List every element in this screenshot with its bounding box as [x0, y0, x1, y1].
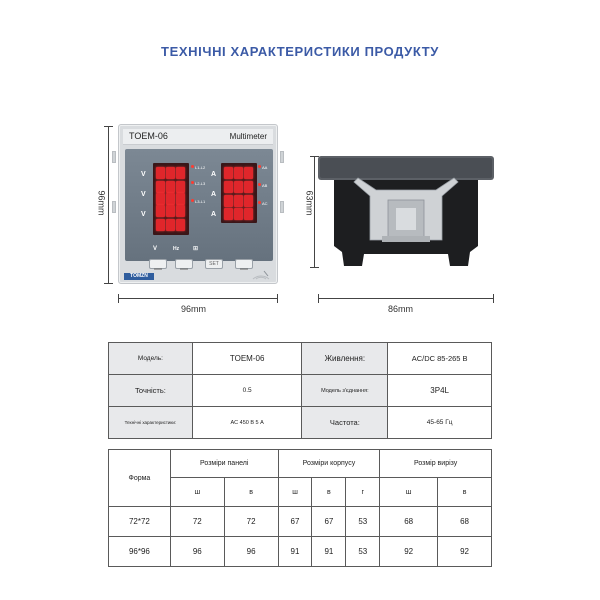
panel-width-cell: 72: [170, 507, 224, 537]
depth-dimension-line: [318, 298, 494, 299]
brand-logo: TOMZN: [124, 273, 154, 280]
form-cell: 96*96: [109, 537, 171, 567]
dimension-tick: [318, 294, 319, 303]
unit-label: A: [211, 211, 217, 218]
body-depth-cell: 53: [346, 507, 380, 537]
spec-label: Технічні характеристики:: [109, 407, 193, 439]
cutout-width-cell: 92: [380, 537, 438, 567]
nfc-waves-icon: [251, 265, 271, 281]
body-depth-cell: 53: [346, 537, 380, 567]
body-width-cell: 91: [278, 537, 312, 567]
bottom-label-sigma: ⊞: [193, 246, 199, 252]
indicator-led: [258, 201, 261, 204]
dimension-tick: [493, 294, 494, 303]
channel-label: L2-L3: [195, 181, 206, 186]
spec-label: Модель з'єднання:: [302, 375, 388, 407]
spec-table: [108, 342, 492, 439]
indicator-led: [258, 165, 261, 168]
spec-value: 3P4L: [388, 375, 492, 407]
meter-side-view: [318, 156, 494, 266]
cutout-header: Розмір вирізу: [380, 450, 492, 478]
voltage-digits: [153, 163, 189, 235]
table-row: [109, 537, 492, 567]
subheader-height: в: [312, 478, 346, 507]
subheader-width: ш: [278, 478, 312, 507]
panel-header: Розміри панелі: [170, 450, 278, 478]
phase-tag: AB: [262, 183, 268, 188]
page-title: ТЕХНІЧНІ ХАРАКТЕРИСТИКИ ПРОДУКТУ: [161, 44, 439, 59]
cutout-width-cell: 68: [380, 507, 438, 537]
front-width-label: 96mm: [181, 304, 207, 314]
table-row: [109, 407, 492, 439]
meter-display: [125, 149, 273, 261]
dimension-tick: [118, 294, 119, 303]
panel-height-cell: 96: [224, 537, 278, 567]
indicator-led: [258, 183, 261, 186]
cutout-height-cell: 68: [438, 507, 492, 537]
table-row: [109, 343, 492, 375]
body-height-cell: 67: [312, 507, 346, 537]
spec-value: AC 450 В 5 А: [192, 407, 302, 439]
mount-clip: [280, 201, 284, 213]
cutout-height-cell: 92: [438, 537, 492, 567]
size-table: [108, 449, 492, 567]
spec-label: Частота:: [302, 407, 388, 439]
spec-value: TOEM-06: [192, 343, 302, 375]
phase-tag: AC: [262, 201, 268, 206]
left-arrow-button[interactable]: [149, 259, 167, 269]
body-height-cell: 91: [312, 537, 346, 567]
indicator-led: [191, 181, 194, 184]
spec-label: Модель:: [109, 343, 193, 375]
current-digits: [221, 163, 257, 223]
meter-front-view: [118, 124, 278, 284]
table-row: [109, 507, 492, 537]
right-arrow-button[interactable]: [175, 259, 193, 269]
mount-clip: [112, 201, 116, 213]
spec-value: AC/DC 85-265 В: [388, 343, 492, 375]
right-arrow-icon: [176, 265, 192, 273]
subheader-width: ш: [380, 478, 438, 507]
left-arrow-icon: [150, 265, 166, 273]
subheader-height: в: [438, 478, 492, 507]
dimension-tick: [104, 283, 113, 284]
unit-label: V: [141, 191, 146, 198]
body-header: Розміри корпусу: [278, 450, 380, 478]
body-width-cell: 67: [278, 507, 312, 537]
spec-value: 0.5: [192, 375, 302, 407]
meter-header: [123, 129, 273, 145]
enter-icon: [236, 265, 252, 273]
panel-width-cell: 96: [170, 537, 224, 567]
table-row: [109, 450, 492, 478]
front-height-label: 96mm: [96, 190, 107, 216]
meter-model-label: TOEM-06: [129, 131, 168, 141]
bottom-label-hz: Hz: [173, 246, 180, 252]
set-button[interactable]: [205, 259, 223, 269]
indicator-led: [191, 165, 194, 168]
form-cell: 72*72: [109, 507, 171, 537]
spec-label: Живлення:: [302, 343, 388, 375]
subheader-depth: г: [346, 478, 380, 507]
panel-height-cell: 72: [224, 507, 278, 537]
subheader-height: в: [224, 478, 278, 507]
dimension-tick: [104, 126, 113, 127]
form-header: Форма: [109, 450, 171, 507]
dimension-tick: [277, 294, 278, 303]
spec-value: 45-65 Гц: [388, 407, 492, 439]
dimension-tick: [310, 156, 319, 157]
unit-label: A: [211, 191, 217, 198]
side-depth-label: 86mm: [388, 304, 414, 314]
subheader-width: ш: [170, 478, 224, 507]
unit-label: V: [141, 171, 146, 178]
unit-label: V: [141, 211, 146, 218]
width-dimension-line: [118, 298, 278, 299]
mount-clip: [112, 151, 116, 163]
phase-tag: AA: [262, 165, 268, 170]
channel-label: L3-L1: [195, 199, 206, 204]
dimension-tick: [310, 267, 319, 268]
bottom-label-v: V: [153, 246, 158, 252]
channel-label: L1-L2: [195, 165, 206, 170]
side-height-label: 63mm: [304, 190, 315, 216]
meter-type-label: Multimeter: [229, 132, 267, 141]
mount-clip: [280, 151, 284, 163]
height-dimension-line: [108, 126, 109, 284]
table-row: [109, 375, 492, 407]
indicator-led: [191, 199, 194, 202]
set-icon: SET: [209, 261, 219, 267]
spec-label: Точність:: [109, 375, 193, 407]
unit-label: A: [211, 171, 217, 178]
